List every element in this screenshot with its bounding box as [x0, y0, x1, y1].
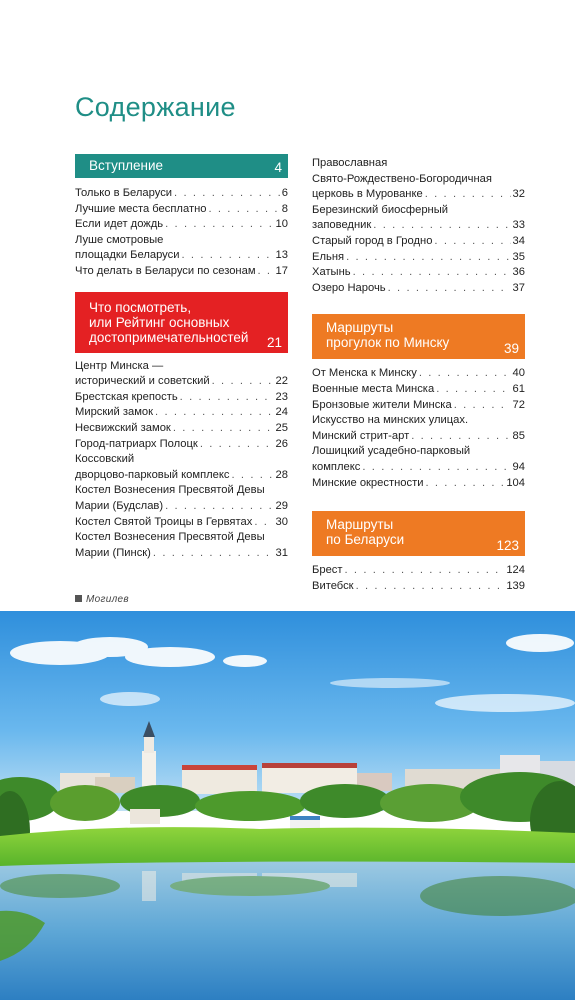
toc-entry-text: Лошицкий усадебно-парковый	[312, 445, 471, 458]
toc-entry[interactable]	[312, 476, 525, 492]
toc-entry-text: Луше смотровые	[75, 233, 164, 246]
toc-entry-page: 26	[275, 437, 288, 450]
toc-entry[interactable]	[75, 421, 288, 437]
dot-leader	[212, 374, 274, 390]
entries-minsk-walks	[312, 366, 525, 491]
section-page: 123	[496, 538, 519, 554]
dot-leader	[258, 264, 274, 280]
toc-entry-text: Костел Вознесения Пресвятой Девы	[75, 484, 265, 497]
section-header-minsk-walks[interactable]	[312, 314, 525, 359]
entries-sights-continued	[312, 156, 525, 296]
toc-entry-text: Минские окрестности	[312, 476, 424, 489]
toc-entry-text: Бронзовые жители Минска	[312, 398, 452, 411]
toc-entry-text: Озеро Нарочь	[312, 281, 386, 294]
toc-entry-page: 32	[512, 188, 525, 201]
toc-entry-page: 25	[275, 421, 288, 434]
dot-leader	[174, 186, 280, 202]
toc-entry[interactable]	[312, 382, 525, 398]
toc-entry-page: 10	[275, 218, 288, 231]
toc-entry-page: 36	[512, 266, 525, 279]
dot-leader	[173, 421, 274, 437]
toc-entry-page: 72	[512, 398, 525, 411]
toc-entry[interactable]	[75, 359, 288, 390]
dot-leader	[165, 499, 273, 515]
section-heading-line: Маршруты	[326, 517, 394, 533]
dot-leader	[346, 250, 510, 266]
toc-entry-text: Березинский биосферный	[312, 203, 449, 216]
toc-entry-text: Искусство на минских улицах.	[312, 414, 469, 427]
toc-entry-page: 23	[275, 390, 288, 403]
toc-entry-page: 30	[275, 515, 288, 528]
dot-leader	[425, 187, 511, 203]
toc-entry-text: Марии (Будслав)	[75, 499, 164, 512]
section-page: 21	[266, 334, 282, 350]
toc-entry[interactable]	[75, 405, 288, 421]
toc-entry-page: 85	[512, 429, 525, 442]
toc-entry[interactable]	[312, 281, 525, 297]
section-heading-line: Маршруты	[326, 320, 394, 336]
toc-entry[interactable]	[312, 579, 525, 595]
toc-entry-text: церковь в Мурованке	[312, 188, 423, 201]
toc-entry-page: 13	[275, 249, 288, 262]
photo-caption	[75, 594, 129, 605]
toc-entry-text: Брест	[312, 564, 343, 577]
toc-entry-page: 31	[275, 546, 288, 559]
mogilev-photo	[0, 611, 575, 1000]
toc-entry-page: 94	[512, 460, 525, 473]
section-heading-line: или Рейтинг основных	[89, 314, 230, 330]
dot-leader	[165, 217, 273, 233]
toc-entry[interactable]	[75, 390, 288, 406]
toc-entry[interactable]	[312, 444, 525, 475]
toc-entry-text: Костел Святой Троицы в Гервятах	[75, 515, 253, 528]
toc-entry-text: площадки Беларуси	[75, 249, 180, 262]
toc-entry-text: Центр Минска —	[75, 359, 164, 372]
toc-entry[interactable]	[75, 233, 288, 264]
toc-entry-text: Мирский замок	[75, 406, 154, 419]
toc-entry[interactable]	[75, 530, 288, 561]
section-heading-line: достопримечательностей	[89, 329, 249, 345]
toc-entry[interactable]	[75, 437, 288, 453]
toc-entry-text: исторический и советский	[75, 375, 210, 388]
dot-leader	[200, 437, 274, 453]
dot-leader	[356, 579, 505, 595]
toc-entry[interactable]	[312, 265, 525, 281]
dot-leader	[208, 202, 279, 218]
toc-entry[interactable]	[75, 217, 288, 233]
dot-leader	[411, 429, 510, 445]
toc-entry-page: 61	[512, 382, 525, 395]
dot-leader	[425, 476, 504, 492]
toc-entry-text: Костел Вознесения Пресвятой Девы	[75, 531, 265, 544]
toc-entry-text: Лучшие места бесплатно	[75, 202, 207, 215]
entries-sights	[75, 359, 288, 562]
entries-belarus-routes	[312, 563, 525, 594]
toc-entry-text: Только в Беларуси	[75, 187, 173, 199]
dot-leader	[434, 234, 510, 250]
toc-entry-text: Брестская крепость	[75, 390, 178, 403]
section-heading-line: Что посмотреть,	[89, 299, 192, 315]
toc-entry-page: 24	[275, 406, 288, 419]
section-heading	[89, 158, 282, 173]
toc-entry-text: От Менска к Минску	[312, 367, 417, 380]
toc-entry-text: Свято-Рождествено-Богородичная	[312, 172, 492, 185]
section-heading	[326, 320, 519, 350]
toc-entry[interactable]	[312, 156, 525, 203]
dot-leader	[373, 218, 510, 234]
toc-entry-page: 22	[275, 375, 288, 388]
section-page: 4	[274, 160, 282, 175]
toc-entry[interactable]	[312, 398, 525, 414]
dot-leader	[182, 248, 274, 264]
toc-entry-page: 139	[506, 579, 525, 592]
toc-entry-text: комплекс	[312, 460, 361, 473]
toc-entry[interactable]	[75, 186, 288, 202]
dot-leader	[353, 265, 511, 281]
toc-entry-text: дворцово-парковый комплекс	[75, 468, 230, 481]
section-page: 39	[503, 341, 519, 357]
dot-leader	[388, 281, 511, 297]
dot-leader	[436, 382, 510, 398]
toc-entry-page: 40	[512, 367, 525, 380]
toc-entry[interactable]	[312, 563, 525, 579]
dot-leader	[254, 515, 273, 531]
toc-entry-page: 6	[281, 187, 288, 199]
toc-left-column	[75, 154, 288, 561]
section-heading-line: Вступление	[89, 158, 164, 173]
section-header-sights[interactable]	[75, 292, 288, 353]
dot-leader	[180, 390, 274, 406]
dot-leader	[155, 405, 274, 421]
toc-entry[interactable]	[312, 203, 525, 234]
toc-entry-page: 17	[275, 264, 288, 277]
toc-entry-page: 34	[512, 234, 525, 247]
toc-entry-text: Православная	[312, 157, 388, 169]
toc-entry-page: 124	[506, 564, 525, 577]
entries-intro	[75, 186, 288, 280]
toc-entry[interactable]	[75, 452, 288, 483]
toc-entry[interactable]	[312, 413, 525, 444]
toc-entry-text: Марии (Пинск)	[75, 546, 151, 559]
section-header-belarus-routes[interactable]	[312, 511, 525, 556]
toc-entry-text: Что делать в Беларуси по сезонам	[75, 264, 256, 277]
page-title: Содержание	[75, 92, 236, 122]
toc-entry-page: 29	[275, 499, 288, 512]
toc-entry-text: Хатынь	[312, 266, 351, 279]
dot-leader	[153, 546, 274, 562]
dot-leader	[362, 460, 510, 476]
section-heading-line: прогулок по Минску	[326, 335, 450, 351]
toc-entry-text: Витебск	[312, 579, 354, 592]
toc-entry-page: 35	[512, 250, 525, 263]
toc-entry-text: Город-патриарх Полоцк	[75, 437, 198, 450]
caption-square-icon	[75, 595, 82, 602]
toc-entry[interactable]	[75, 264, 288, 280]
toc-entry-page: 8	[281, 202, 288, 215]
toc-entry-text: Старый город в Гродно	[312, 234, 433, 247]
toc-entry-text: Минский стрит-арт	[312, 429, 410, 442]
toc-entry-page: 37	[512, 281, 525, 294]
dot-leader	[454, 398, 511, 414]
toc-entry-page: 28	[275, 468, 288, 481]
dot-leader	[419, 366, 511, 382]
toc-entry-text: Ельня	[312, 250, 345, 263]
toc-entry[interactable]	[75, 483, 288, 514]
toc-entry[interactable]	[75, 202, 288, 218]
section-heading	[326, 517, 519, 547]
dot-leader	[345, 563, 505, 579]
toc-entry[interactable]	[75, 515, 288, 531]
section-header-intro[interactable]	[75, 154, 288, 178]
toc-entry-page: 33	[512, 219, 525, 232]
toc-right-column	[312, 156, 525, 594]
toc-entry-text: Если идет дождь	[75, 218, 164, 231]
section-heading-line: по Беларуси	[326, 532, 405, 548]
toc-entry-text: заповедник	[312, 219, 372, 232]
toc-entry[interactable]	[312, 366, 525, 382]
toc-entry-text: Несвижский замок	[75, 421, 171, 434]
dot-leader	[232, 468, 274, 484]
toc-entry[interactable]	[312, 234, 525, 250]
toc-entry-page: 104	[506, 476, 525, 489]
section-heading	[89, 300, 282, 345]
toc-entry-text: Военные места Минска	[312, 382, 435, 395]
toc-entry[interactable]	[312, 250, 525, 266]
toc-entry-text: Коссовский	[75, 453, 135, 466]
caption-text: Могилев	[86, 594, 129, 605]
